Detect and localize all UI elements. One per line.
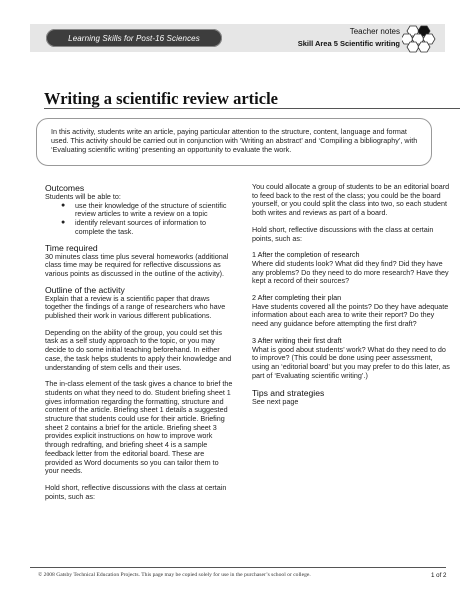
left-column — [45, 183, 233, 501]
stage-2-heading: 2 After completing their plan — [252, 293, 342, 303]
outcomes-intro: Students will be able to: — [45, 192, 121, 201]
skill-area-label: Skill Area 5 Scientific writing — [297, 39, 400, 48]
time-heading: Time required — [45, 242, 98, 253]
outline-heading: Outline of the activity — [45, 284, 125, 295]
stage-2-text: Have students covered all the points? Do they have adequate information about each area to write their report? Do they need any guidance before attempting the first draft? — [252, 301, 449, 329]
outcome-item: ● use their knowledge of the structure of scientific review articles to write a review on a topic — [61, 200, 227, 219]
outcomes-heading: Outcomes — [45, 183, 85, 193]
outcome-item: ● identify relevant sources of information to complete the task. — [61, 218, 207, 236]
hexagon-cluster-icon — [402, 24, 440, 54]
stage-3-heading: 3 After writing their first draft — [252, 335, 342, 345]
teacher-notes-label: Teacher notes — [349, 27, 400, 36]
tips-heading: Tips and strategies — [252, 388, 325, 399]
footer-divider — [30, 567, 446, 568]
board-paragraph: You could allocate a group of students to be an editorial board to feed back to the rest of the class; you could be the board yourself, or you could split the class into two, so each student both writes and reviews as part of a board. — [252, 182, 450, 218]
page-number: 1 of 2 — [431, 572, 447, 579]
stage-1-heading: 1 After the completion of research — [252, 250, 360, 260]
footer-copyright: © 2008 Gatsby Technical Education Projects. This page may be copied solely for use in the purchaser’s school or college. — [38, 572, 311, 578]
tips-text: See next page — [252, 397, 299, 407]
title-divider — [44, 108, 460, 109]
stage-3-text: What is good about students’ work? What do they need to do to improve? (This could be done using peer assessment, using an ‘editorial board’ but you may prefer to do this later, as part of ‘Evaluating scientific writing’.) — [252, 344, 450, 380]
outline-paragraph: Depending on the ability of the group, you could set this task as a self study approach to the topic, or you may decide to do some initial teaching beforehand. In either case, the task helps students to apply their knowledge and understanding of stem cells and their uses. — [45, 327, 232, 372]
bullet-icon: ● — [61, 201, 66, 209]
stage-1-text: Where did students look? What did they find? Did they have any problems? Do they need to do more research? Have they kept a record of their sources? — [252, 258, 449, 286]
series-badge — [46, 29, 222, 47]
series-label: Learning Skills for Post-16 Sciences — [68, 33, 200, 43]
outcomes-list — [45, 202, 233, 237]
discussion-paragraph: Hold short, reflective discussions with the class at certain points, such as: — [252, 224, 434, 243]
right-column — [252, 183, 450, 407]
bullet-icon: ● — [61, 219, 66, 227]
intro-box: In this activity, students write an article, paying particular attention to the structure, content, language and format used. This activity should be carried out in conjunction with ‘Writing an abstract’ and ‘Compiling a bibliography’, with ‘Evaluating scientific writing’ presenting an opportunity to evaluate the work. — [36, 118, 432, 166]
outline-paragraph: Explain that a review is a scientific paper that draws together the findings of a range of researchers who have published their work in various different publications. — [45, 293, 226, 321]
page-title: Writing a scientific review article — [44, 89, 278, 108]
outline-paragraph: Hold short, reflective discussions with the class at certain points, such as: — [45, 482, 227, 501]
outline-paragraph: The in-class element of the task gives a chance to brief the students on what they need to do. Student briefing sheet 1 gives information regarding the formatting, structure and content of the article. Briefing sheet 1 details a suggested structure that students could use for their article. Briefing sheet 2 contains a brief for the article. Briefing sheet 3 provides explicit instructions on how to improve work through redrafting, and briefing sheet 4 is a sample feedback letter from the editorial board. These are provided as Word documents so you can tailor them to your needs. — [45, 379, 233, 476]
time-text: 30 minutes class time plus several homeworks (additional class time may be required for reflective discussions as various points as discussed in the outline of the activity). — [45, 251, 229, 278]
